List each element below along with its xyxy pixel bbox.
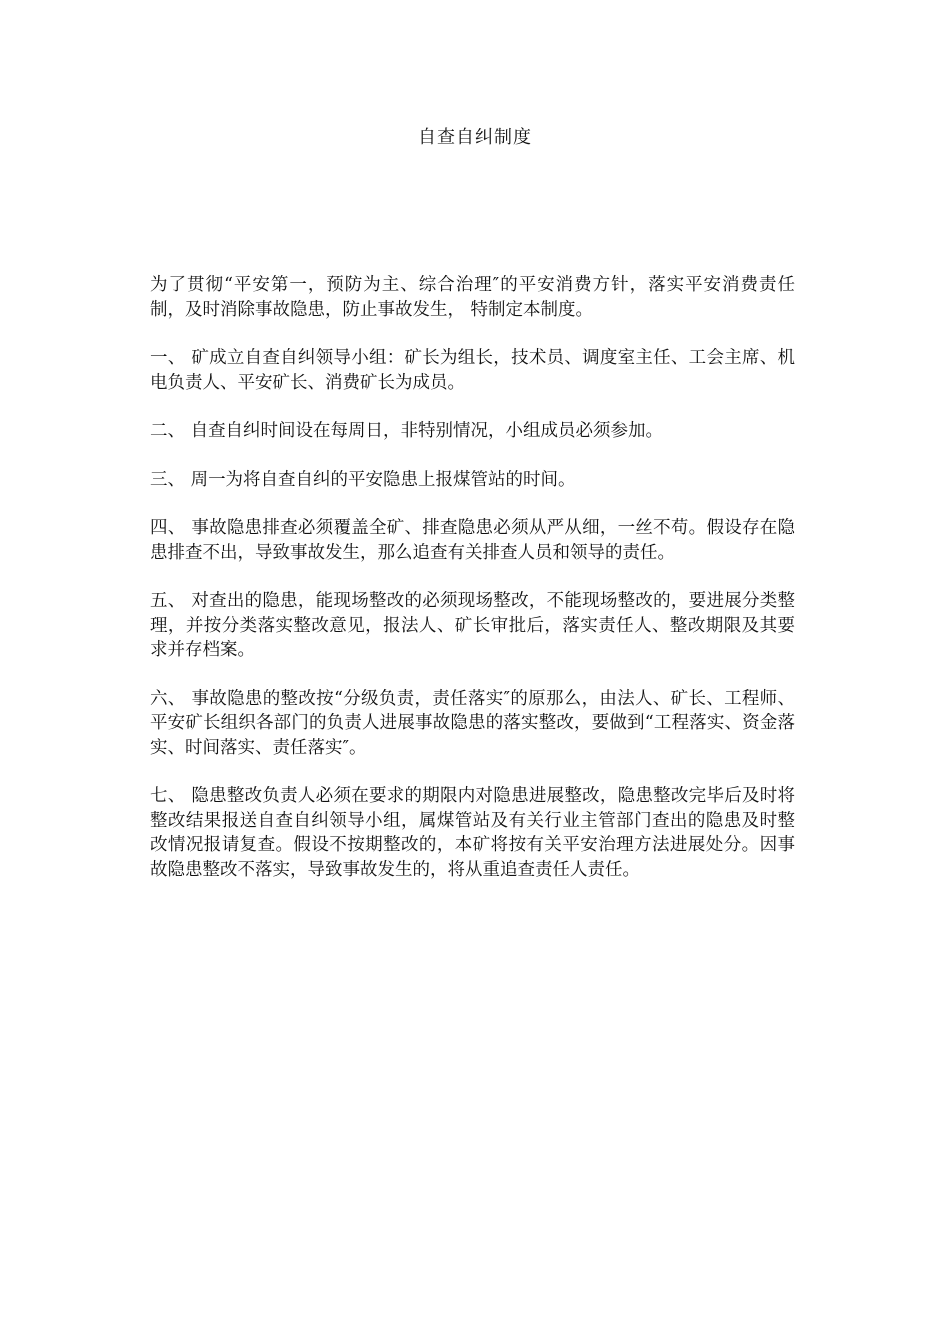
item-paragraph-5: 五、 对查出的隐患，能现场整改的必须现场整改，不能现场整改的，要进展分类整理，并按分类落实整改意见，报法人、矿长审批后，落实责任人、整改期限及其要求并存档案。	[150, 591, 795, 660]
document-title: 自查自纠制度	[418, 127, 532, 148]
item-paragraph-7: 七、 隐患整改负责人必须在要求的期限内对隐患进展整改，隐患整改完毕后及时将整改结果报送自查自纠领导小组，属煤管站及有关行业主管部门查出的隐患及时整改情况报请复查。假设不按期整改的，本矿将按有关平安治理方法进展处分。因事故隐患整改不落实，导致事故发生的，将从重追查责任人责任。	[150, 786, 795, 880]
item-paragraph-3: 三、 周一为将自查自纠的平安隐患上报煤管站的时间。	[150, 469, 576, 490]
intro-paragraph: 为了贯彻“平安第一，预防为主、综合治理″的平安消费方针，落实平安消费责任制，及时消除事故隐患，防止事故发生， 特制定本制度。	[150, 275, 795, 320]
item-paragraph-4: 四、 事故隐患排查必须覆盖全矿、排查隐患必须从严从细，一丝不苟。假设存在隐患排查不出，导致事故发生，那么追查有关排查人员和领导的责任。	[150, 518, 795, 563]
item-paragraph-2: 二、 自查自纠时间设在每周日，非特别情况，小组成员必须参加。	[150, 421, 664, 441]
item-paragraph-6: 六、 事故隐患的整改按“分级负责，责任落实″的原那么，由法人、矿长、工程师、平安矿长组织各部门的负责人进展事故隐患的落实整改，要做到“工程落实、资金落实、时间落实、责任落实″。	[150, 688, 795, 758]
document-body	[150, 273, 795, 906]
item-paragraph-1: 一、 矿成立自查自纠领导小组：矿长为组长，技术员、调度室主任、工会主席、机电负责人、平安矿长、消费矿长为成员。	[150, 348, 795, 393]
